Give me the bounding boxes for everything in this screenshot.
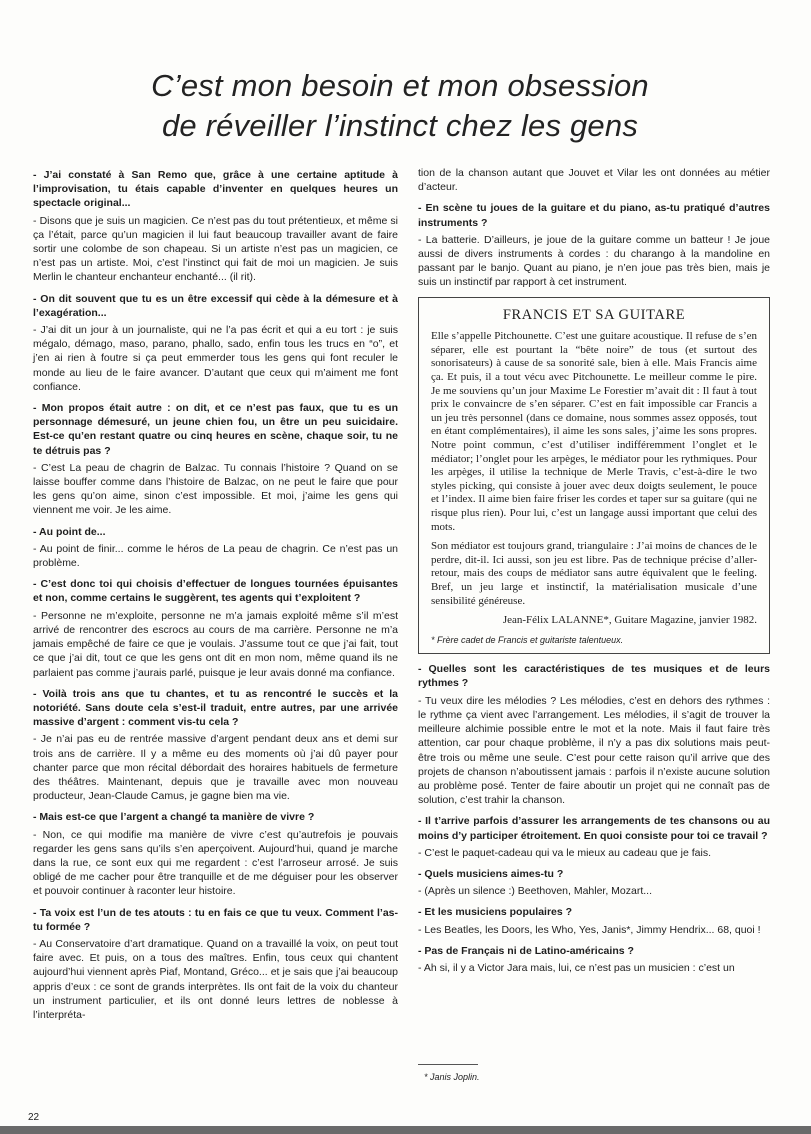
page-title — [60, 66, 740, 146]
box-title: FRANCIS ET SA GUITARE — [502, 306, 686, 323]
answer: - Personne ne m’exploite, personne ne m’a jamais exploité même s’il m’est arrivé de rencontrer des escrocs au cours de ma carrière. Personne ne m’a jamais empêché de faire ce que je voulais. J’assume tout ce que j’ai fait, tout ce que j’ai dit, tout ce que les gens ont dit en mon nom, même quand ils ne parlaient pas comme j’aurais parlé, puisque je leur avais donné ma confiance. — [33, 609, 398, 679]
question: - Mon propos était autre : on dit, et ce n’est pas faux, que tu es un personnage démesuré, un jeune chien fou, un être un peu suicidaire. Est-ce qu’en restant quatre ou cinq heures en scène, chaque soir, tu ne te détruis pas ? — [33, 402, 398, 457]
question: - Pas de Français ni de Latino-américains ? — [418, 944, 634, 957]
question: - On dit souvent que tu es un être excessif qui cède à la démesure et à l’exagération... — [33, 292, 398, 319]
footnote-rule — [418, 1064, 478, 1065]
answer: - Tu veux dire les mélodies ? Les mélodies, c’est en dehors des rythmes : le rythme ça vient avec l’arrangement. Les mélodies, il s’agit de trouver la meilleure alchimie possible entre le mot et la note. Mais il faut faire très attention, car pour chaque problème, il n’y a pas dix solutions mais peut-être trois ou même une seule. C’est pour cette raison qu’il arrive que des projets de chanson n’aboutissent jamais : parfois il n’existe aucune solution au problème posé. Tenter de faire aboutir un projet qui ne connaît pas de solution, c’est trahir la chanson. — [418, 694, 770, 807]
answer: - Au Conservatoire d’art dramatique. Quand on a travaillé la voix, on peut tout faire avec. Et puis, on a tous des maîtres. Enfin, tous ceux qui chantent aujourd’hui viennent après Piaf, Montand, Gréco... et je sais que j’ai beaucoup appris d’eux : ce sont de grands interprètes. Ils ont fait de la voix du chanteur un instrument particulier, et ils ont donné leurs lettres de noblesse à l’interpréta- — [33, 937, 398, 1021]
title-line-2: de réveiller l’instinct chez les gens — [161, 108, 639, 143]
answer: - Ah si, il y a Victor Jara mais, lui, ce n’est pas un musicien : c’est un — [418, 961, 735, 974]
answer: - C’est La peau de chagrin de Balzac. Tu connais l’histoire ? Quand on se laisse bouffer comme dans l’histoire de Balzac, on ne peut le faire que pour les gens qu’on aime, sinon c’est impossible. Et moi, j’aime les gens qui viennent me voir. Je les aime. — [33, 461, 398, 517]
page-number: 22 — [28, 1112, 40, 1123]
answer: - (Après un silence :) Beethoven, Mahler, Mozart... — [418, 885, 653, 898]
answer: - C’est le paquet-cadeau qui va le mieux au cadeau que je fais. — [418, 846, 712, 859]
question: - J’ai constaté à San Remo que, grâce à une certaine aptitude à l’improvisation, tu étais capable d’inventer en quelques heures un spectacle original... — [33, 169, 398, 210]
page-footnote: * Janis Joplin. — [424, 1072, 480, 1082]
left-column — [33, 168, 398, 1029]
question: - Et les musiciens populaires ? — [418, 906, 573, 919]
question: - En scène tu joues de la guitare et du piano, as-tu pratiqué d’autres instruments ? — [418, 202, 770, 229]
answer: - Les Beatles, les Doors, les Who, Yes, Janis*, Jimmy Hendrix... 68, quoi ! — [418, 923, 761, 936]
question: - Mais est-ce que l’argent a changé ta manière de vivre ? — [33, 811, 315, 824]
answer: - Non, ce qui modifie ma manière de vivre c’est qu’autrefois je pouvais regarder les gens sans qu’ils s’en aperçoivent. Aujourd’hui, quand je marche dans la rue, ce sont eux qui me regardent : c’est l’arroseur arrosé. Je suis obligé de me cacher pour être tranquille et de me déguiser pour les observer et pouvoir continuer à raconter leur histoire. — [33, 828, 398, 898]
answer-continued: tion de la chanson autant que Jouvet et Vilar les ont données au métier d’acteur. — [418, 167, 770, 194]
answer: - Disons que je suis un magicien. Ce n’est pas du tout prétentieux, et même si ça l’était, parce qu’un magicien il lui faut beaucoup travailler avant de faire sortir une colombe de son chapeau. Si un artiste n’est pas un magicien, ce n’est pas un artiste. Moi, c’est l’instinct qui fait de moi un magicien. Je suis Merlin le chanteur enchanteur enchanté... (il rit). — [33, 214, 398, 284]
question: - Quels musiciens aimes-tu ? — [418, 867, 564, 880]
answer: - J’ai dit un jour à un journaliste, qui ne l’a pas écrit et qui a eu tort : je suis mégalo, démago, maso, parano, phallo, sado, enfin tous les trucs en “o”, et j’en ai rien à foutre si ça peut emmerder tous les gens qui font reculer le monde au lieu de le faire avancer. D’autant que ceux qui m’aiment me font confiance. — [33, 324, 398, 393]
title-line-1: C’est mon besoin et mon obsession — [151, 68, 649, 103]
question: - Au point de... — [33, 525, 106, 538]
box-paragraph-2: Son médiator est toujours grand, triangulaire : J’ai moins de chances de le perdre, dit-il. Ici aussi, son jeu est libre. Pas de technique précise d’aller-retour, mais des coups de médiator sans autre équivalent que le feeling. Bref, un jeu large et instinctif, la matérialisation musicale d’une sensibilité généreuse. — [431, 540, 757, 607]
box-paragraph-1: Elle s’appelle Pitchounette. C’est une guitare acoustique. Il refuse de s’en séparer, elle est pourtant la “bête noire” de tous (et surtout des sonorisateurs) à cause de sa sonorité sale, bien à elle. Mais Francis aime ça. Et puis, il a tout vécu avec Pitchounette. Le meilleur comme le pire. Je me souviens qu’un jour Maxime Le Forestier m’avait dit : Il faut à tout prix le convaincre de s’en séparer. C’est en fait impossible car Francis a un jeu très personnel (dans ce domaine, nous sommes assez opposés, tout en étant complémentaires), il aime les sons sales, j’aime les sons propres. Notre point commun, c’est d’utiliser indifféremment l’onglet et le médiator; l’onglet pour les arpèges, le médiator pour les rythmiques. Pour les arpèges, il utilise la technique de Merle Travis, c’est-à-dire le two styles picking, qui consiste à jouer avec deux doigts seulement, le pouce et l’index. Il aime bien faire friser les cordes et taper sur sa guitare (qui ne risque plus rien). Pour lui, c’est un langage aussi important que celui des mots. — [431, 330, 757, 533]
question: - Quelles sont les caractéristiques de tes musiques et de leurs rythmes ? — [418, 663, 770, 690]
question: - Voilà trois ans que tu chantes, et tu as rencontré le succès et la notoriété. Sans doute cela s’est-il traduit, entre autres, par une arrivée massive d’argent : comment vis-tu cela ? — [33, 687, 398, 729]
answer: - Au point de finir... comme le héros de La peau de chagrin. Ce n’est pas un problème. — [33, 542, 398, 570]
question: - C’est donc toi qui choisis d’effectuer de longues tournées épuisantes et non, comme certains le suggèrent, tes agents qui t’exploitent ? — [33, 578, 398, 605]
answer: - La batterie. D’ailleurs, je joue de la guitare comme un batteur ! Je joue aussi de divers instruments à cordes : du charango à la mandoline en passant par le banjo. Quant au piano, je n’en joue pas très bien, mais je suis un instinctif par rapport à cet instrument. — [418, 233, 770, 289]
right-column — [418, 166, 770, 982]
answer: - Je n’ai pas eu de rentrée massive d’argent pendant deux ans et demi sur trois ans de carrière. Il y a même eu des moments où j’ai dû payer pour chanter parce que mon récital débordait des horaires habituels de fermeture des théâtres. Maintenant, depuis que je travaille avec mon nouveau producteur, Jean-Claude Camus, je gagne bien ma vie. — [33, 733, 398, 803]
bottom-edge — [0, 1126, 811, 1134]
question: - Ta voix est l’un de tes atouts : tu en fais ce que tu veux. Comment l’as-tu formée ? — [33, 906, 398, 933]
box-signature: Jean-Félix LALANNE*, Guitare Magazine, janvier 1982. — [502, 614, 757, 627]
sidebar-box — [418, 297, 770, 655]
question: - Il t’arrive parfois d’assurer les arrangements de tes chansons ou au moins d’y participer étroitement. En quoi consiste pour toi ce travail ? — [418, 815, 770, 842]
box-footnote: * Frère cadet de Francis et guitariste talentueux. — [431, 634, 624, 645]
